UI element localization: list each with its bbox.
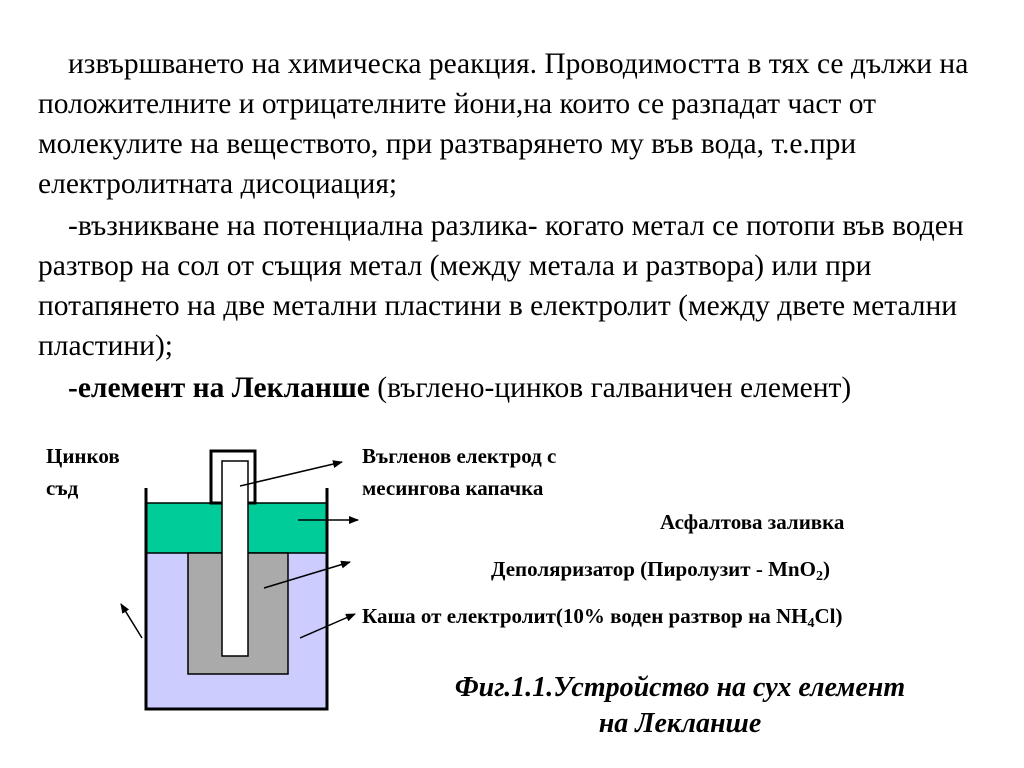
label-depolarizer-text: Деполяризатор (Пиролузит - MnO (491, 557, 816, 581)
label-electrolyte-paste (362, 600, 842, 632)
label-carbon-electrode (362, 440, 556, 504)
label-asphalt: Асфалтова заливка (660, 510, 845, 534)
label-carbon-line1: Въгленов електрод с (362, 444, 557, 468)
label-paste-subscript: 4 (807, 616, 815, 631)
label-depolarizer-subscript: 2 (815, 569, 823, 584)
arrow-zinc-container (121, 604, 142, 638)
label-carbon-line2: месингова капачка (362, 476, 544, 500)
leclanche-term: -елемент на Лекланше (68, 372, 370, 404)
paragraph-potential-difference: -възникване на потенциална разлика- когато метал се потопи във воден разтвор на сол от същия метал (между метала и разтвора) или при потапянето на две метални пластини в електролит (между двете метални пластини); (38, 210, 964, 362)
label-zinc-line1: Цинков (46, 444, 120, 468)
leclanche-description: (въглено-цинков галваничен елемент) (369, 372, 852, 404)
caption-line1: Фиг.1.1.Устройство на сух елемент (454, 672, 906, 703)
carbon-electrode (222, 461, 248, 656)
label-zinc-line2: съд (46, 476, 79, 500)
label-depolarizer (491, 553, 830, 585)
label-zinc-container (46, 440, 120, 504)
label-paste-text: Каша от електролит(10% воден разтвор на NH (362, 604, 808, 628)
caption-line2: на Лекланше (598, 708, 762, 739)
label-paste-close: Cl) (814, 604, 843, 628)
paragraph-electrolyte-conductivity: извършването на химическа реакция. Проводимостта в тях се дължи на положителните и отрицателните йони,на които се разпадат част от молекулите на веществото, при разтварянето му във вода, т.е.при електролитната дисоциация; (38, 48, 969, 200)
label-depolarizer-close: ) (822, 557, 830, 581)
figure-caption (380, 670, 980, 742)
